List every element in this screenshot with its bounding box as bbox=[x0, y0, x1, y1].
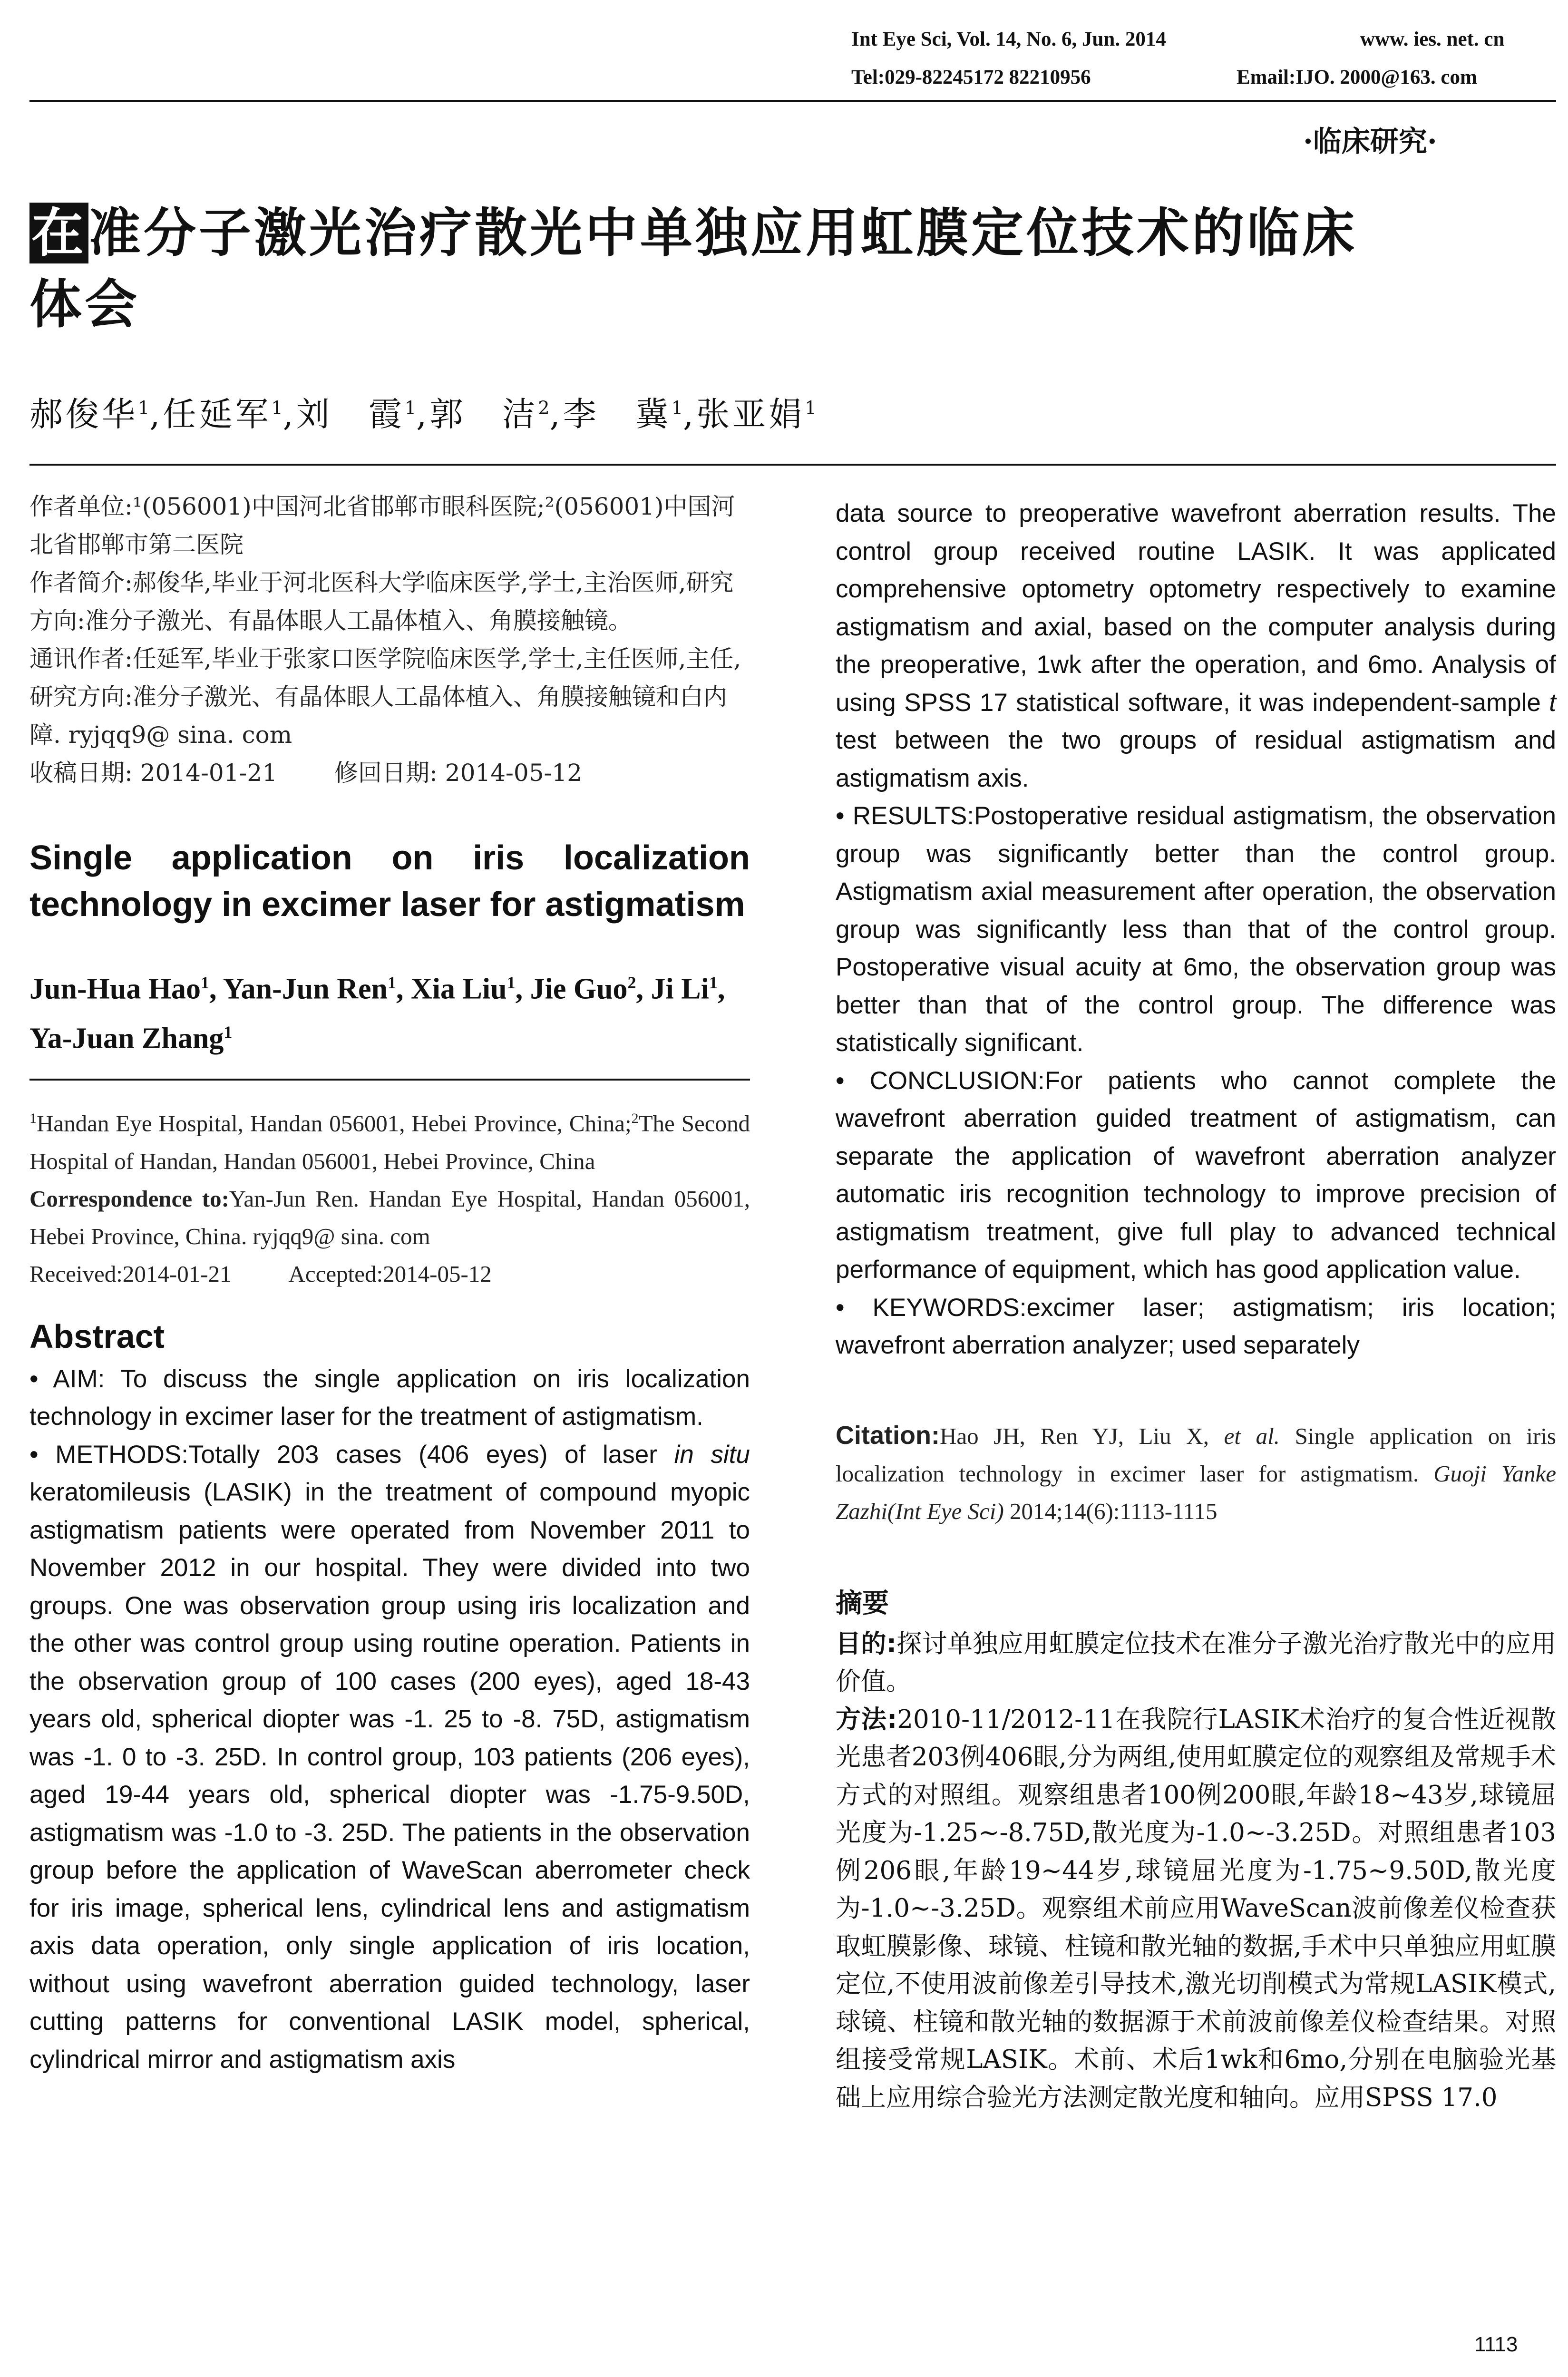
left-column bbox=[29, 487, 750, 2078]
cn-aim-text: 探讨单独应用虹膜定位技术在准分子激光治疗散光中的应用价值。 bbox=[836, 1629, 1557, 1696]
keywords-label: • KEYWORDS: bbox=[836, 1293, 1027, 1322]
author-en: Yan-Jun Ren bbox=[223, 973, 388, 1005]
author-en: Xia Liu bbox=[411, 973, 507, 1005]
revised-cn: 修回日期: 2014-05-12 bbox=[334, 759, 583, 787]
citation-label: Citation: bbox=[836, 1421, 940, 1450]
page-number: 1113 bbox=[1474, 2333, 1518, 2356]
author-cn: 李 冀 bbox=[563, 395, 672, 434]
methods-text: keratomileusis (LASIK) in the treatment of compound myopic astigmatism patients were operated from November 2011 to November 2012 in our hospital. They were divided into two groups. One was observation group using iris localization and the other was control group using routine operation. Patients in the observation group of 100 cases (200 eyes), aged 18-43 years old, spherical diopter was -1. 25 to -8. 75D, astigmatism was -1. 0 to -3. 25D. In control group, 103 patients (206 eyes), aged 19-44 years old, spherical diopter was -1.75-9.50D, astigmatism was -1.0 to -3. 25D. The patients in the observation group before the application of WaveScan aberrometer check for iris image, spherical lens, cylindrical lens and astigmatism axis data operation, only single application of iris location, without using wavefront aberration guided technology, laser cutting patterns for conventional LASIK model, spherical, cylindrical mirror and astigmatism axis bbox=[29, 1478, 750, 2074]
author-cn: 郭 洁 bbox=[429, 395, 538, 434]
journal-tel: Tel:029-82245172 82210956 bbox=[851, 66, 1091, 88]
author-en: Ji Li bbox=[651, 973, 709, 1005]
author-cn: 刘 霞 bbox=[296, 395, 405, 434]
author-cn: 张亚娟 bbox=[696, 395, 805, 434]
journal-email: Email:IJO. 2000@163. com bbox=[1237, 66, 1477, 88]
aim-text: To discuss the single application on iris localization technology in excimer laser for the treatment of astigmatism. bbox=[29, 1364, 750, 1431]
english-title: Single application on iris localization technology in excimer laser for astigmatism bbox=[29, 839, 750, 924]
methods-label: • METHODS: bbox=[29, 1440, 188, 1469]
results-label: • RESULTS: bbox=[836, 802, 974, 830]
title-first-char: 在 bbox=[29, 203, 88, 263]
accepted-en: Accepted:2014-05-12 bbox=[288, 1260, 492, 1287]
title-line2: 体会 bbox=[29, 274, 140, 335]
keywords-text: excimer laser; astigmatism; iris location; wavefront aberration analyzer; used separately bbox=[836, 1293, 1556, 1359]
cn-methods-label: 方法: bbox=[836, 1705, 897, 1734]
cn-methods-text: 2010-11/2012-11在我院行LASIK术治疗的复合性近视散光患者203例406眼,分为两组,使用虹膜定位的观察组及常规手术方式的对照组。观察组患者100例200眼,年龄18~43岁,球镜屈光度为-1.25~-8.75D,散光度为-1.0~-3.25D。对照组患者103例206眼,年龄19~44岁,球镜屈光度为-1.75~9.50D,散光度为-1.0~-3.25D。观察组术前应用WaveScan波前像差仪检查获取虹膜影像、球镜、柱镜和散光轴的数据,手术中只单独应用虹膜定位,不使用波前像差引导技术,激光切削模式为常规LASIK模式,球镜、柱镜和散光轴的数据源于术前波前像差仪检查结果。对照组接受常规LASIK。术前、术后1wk和6mo,分别在电脑验光基础上应用综合验光方法测定散光度和轴向。应用SPSS 17.0 bbox=[836, 1705, 1556, 2112]
abstract-body-right: data source to preoperative wavefront aberration results. The control group received routine LASIK. It was applicated comprehensive optometry optometry respectively to examine astigmatism and axial, based on the computer analysis during the preoperative, 1wk after the operation, and 6mo. Analysis of using SPSS 17 statistical software, it was independent-sample t test between the two groups of residual astigmatism and astigmatism axis. • RESULTS:Postoperative residual astigmatism, the observation group was significantly better than the control group. Astigmatism axial measurement after operation, the observation group was significantly less than that of the control group. Postoperative visual acuity at 6mo, the observation group was better than that of the control group. The difference was statistically significant. • CONCLUSION:For patients who cannot complete the wavefront aberration guided treatment of astigmatism, can separate the application of wavefront aberration analyzer automatic iris recognition technology to improve precision of astigmatism treatment, give full play to advanced technical performance of equipment, which has good application value. • KEYWORDS:excimer laser; astigmatism; iris location; wavefront aberration analyzer; used separately bbox=[836, 499, 1557, 1359]
article-title bbox=[29, 197, 1561, 340]
cn-aim-label: 目的: bbox=[836, 1629, 896, 1658]
header-rule bbox=[29, 100, 1556, 102]
affiliation-cn bbox=[29, 487, 750, 792]
authors-cn: 郝俊华$^1$,任延军$^1$,刘 霞$^1$,郭 洁$^2$,李 冀$^1$,张亚娟$^1$ bbox=[29, 395, 817, 434]
correspondence-text: Yan-Jun Ren. Handan Eye Hospital, Handan 056001, Hebei Province, China. ryjqq9@ sina. com bbox=[29, 1185, 750, 1249]
author-en: Ya-Juan Zhang bbox=[29, 1022, 224, 1055]
affil-en-2: The Second Hospital of Handan, Handan 056001, Hebei Province, China bbox=[29, 1110, 750, 1174]
author-cn: 郝俊华 bbox=[29, 395, 138, 434]
conclusion-label: • CONCLUSION: bbox=[836, 1066, 1045, 1095]
authors-rule bbox=[29, 464, 1556, 466]
title-line1: 准分子激光治疗散光中单独应用虹膜定位技术的临床 bbox=[88, 203, 1357, 263]
authors-en: Jun-Hua Hao$^1$, Yan-Jun Ren$^1$, Xia Liu$^1$, Jie Guo$^2$, Ji Li$^1$, Ya-Juan Zhang$^1$ bbox=[29, 973, 725, 1055]
affiliation-en: $^1$Handan Eye Hospital, Handan 056001, Hebei Province, China;$^2$The Second Hospital of Handan, Handan 056001, Hebei Province, China Correspondence to:Yan-Jun Ren. Handan Eye Hospital, Handan 056001, Hebei Province, China. ryjqq9@ sina. com Received:2014-01-21 Accepted:2014-05-12 bbox=[29, 1110, 750, 1287]
author-cn: 任延军 bbox=[163, 395, 272, 434]
affil-en-1: Handan Eye Hospital, Handan 056001, Hebei Province, China; bbox=[37, 1110, 632, 1137]
correspondence-label: Correspondence to: bbox=[29, 1185, 229, 1212]
received-en: Received:2014-01-21 bbox=[29, 1260, 232, 1287]
affil-unit: 作者单位:¹(056001)中国河北省邯郸市眼科医院;²(056001)中国河北省邯郸市第二医院 bbox=[29, 493, 735, 558]
journal-website: www. ies. net. cn bbox=[1360, 28, 1505, 50]
journal-issue-line: Int Eye Sci, Vol. 14, No. 6, Jun. 2014 bbox=[851, 28, 1166, 50]
right-column bbox=[836, 495, 1556, 2116]
citation: Citation:Hao JH, Ren YJ, Liu X, et al. Single application on iris localization technology in excimer laser for astigmatism. Guoji Yanke Zazhi(Int Eye Sci) 2014;14(6):1113-1115 bbox=[836, 1421, 1556, 1524]
affil-rule bbox=[29, 1079, 750, 1081]
section-label: ·临床研究· bbox=[1303, 125, 1437, 158]
affil-correspondence: 通讯作者:任延军,毕业于张家口医学院临床医学,学士,主任医师,主任,研究方向:准分子激光、有晶体眼人工晶体植入、角膜接触镜和白内障. ryjqq9@ sina. com bbox=[29, 645, 741, 749]
cn-abstract-heading: 摘要 bbox=[836, 1588, 889, 1619]
results-text: Postoperative residual astigmatism, the observation group was significantly better than the control group. Astigmatism axial measurement after operation, the observation group was significantly less than that of the control group. Postoperative visual acuity at 6mo, the observation group was better than that of the control group. The difference was statistically significant. bbox=[836, 802, 1556, 1057]
abstract-heading: Abstract bbox=[29, 1317, 165, 1355]
aim-label: • AIM: bbox=[29, 1364, 105, 1393]
cn-abstract-body bbox=[836, 1625, 1556, 2117]
affil-intro: 作者简介:郝俊华,毕业于河北医科大学临床医学,学士,主治医师,研究方向:准分子激光、有晶体眼人工晶体植入、角膜接触镜。 bbox=[29, 569, 734, 634]
received-cn: 收稿日期: 2014-01-21 bbox=[29, 759, 278, 787]
author-en: Jun-Hua Hao bbox=[29, 973, 201, 1005]
author-en: Jie Guo bbox=[530, 973, 628, 1005]
abstract-body-left: • AIM: To discuss the single application on iris localization technology in excimer laser for the treatment of astigmatism. • METHODS:Totally 203 cases (406 eyes) of laser in situ keratomileusis (LASIK) in the treatment of compound myopic astigmatism patients were operated from November 2011 to November 2012 in our hospital. They were divided into two groups. One was observation group using iris localization and the other was control group using routine operation. Patients in the observation group of 100 cases (200 eyes), aged 18-43 years old, spherical diopter was -1. 25 to -8. 75D, astigmatism was -1. 0 to -3. 25D. In control group, 103 patients (206 eyes), aged 19-44 years old, spherical diopter was -1.75-9.50D, astigmatism was -1.0 to -3. 25D. The patients in the observation group before the application of WaveScan aberrometer check for iris image, spherical lens, cylindrical lens and astigmatism axis data operation, only single application of iris location, without using wavefront aberration guided technology, laser cutting patterns for conventional LASIK model, spherical, cylindrical mirror and astigmatism axis bbox=[29, 1364, 750, 2074]
conclusion-text: For patients who cannot complete the wavefront aberration guided treatment of astigmatism, can separate the application of wavefront aberration analyzer automatic iris recognition technology to improve precision of astigmatism treatment, give full play to advanced technical performance of equipment, which has good application value. bbox=[836, 1066, 1557, 1284]
